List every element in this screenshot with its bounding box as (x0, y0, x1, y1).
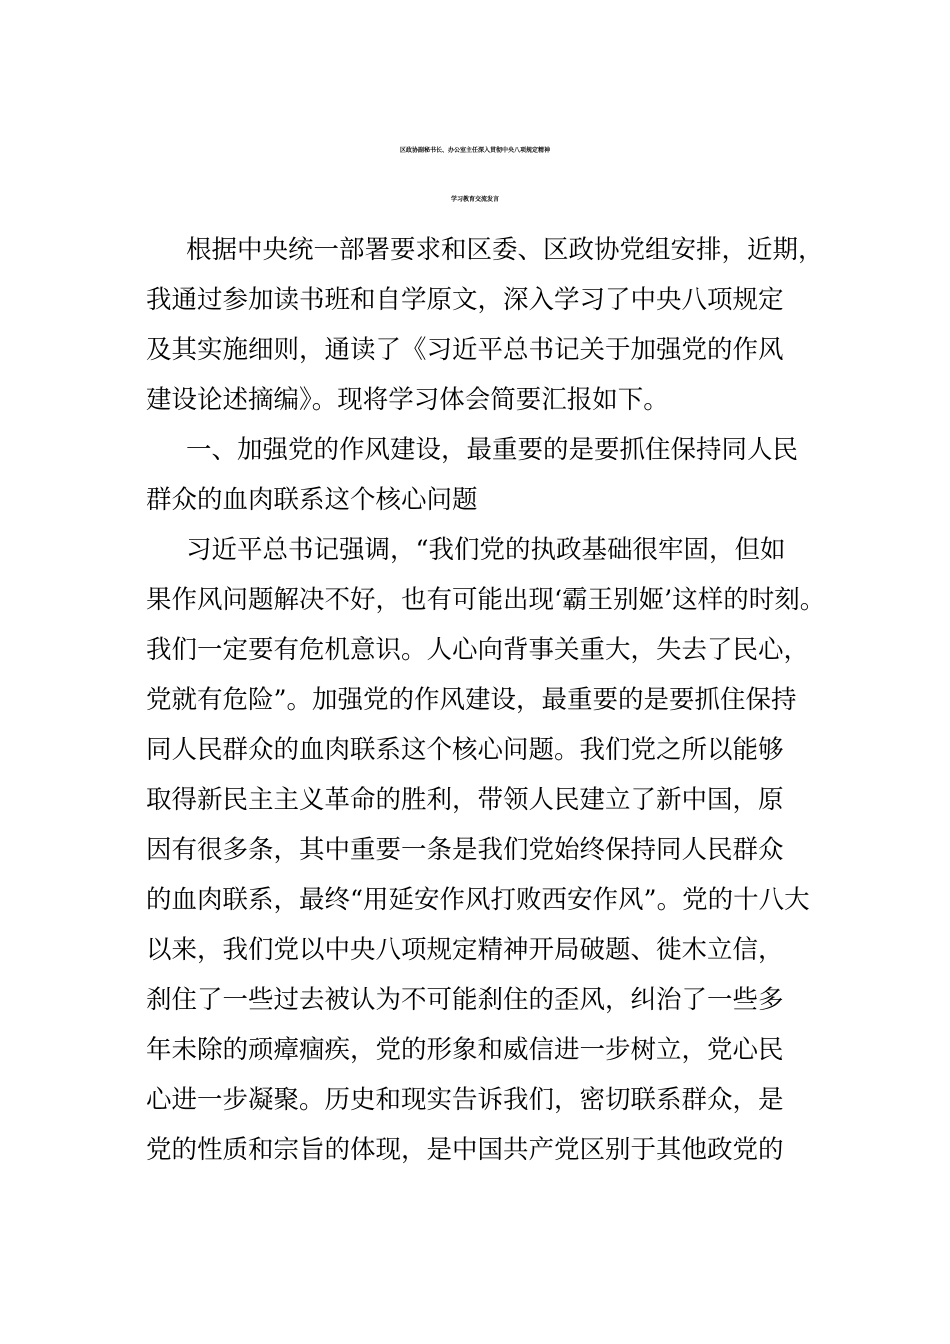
paragraph-line-3: 我们一定要有危机意识。人心向背事关重大，失去了民心， (146, 635, 810, 665)
paragraph-line-11: 年未除的顽瘴痼疾，党的形象和威信进一步树立，党心民 (146, 1035, 784, 1065)
paragraph-intro-line-4: 建设论述摘编》。现将学习体会简要汇报如下。 (146, 385, 669, 415)
paragraph-line-13: 党的性质和宗旨的体现，是中国共产党区别于其他政党的 (146, 1135, 784, 1165)
section-heading-line-1: 一、加强党的作风建设，最重要的是要抓住保持同人民 (186, 435, 799, 465)
paragraph-intro-line-1: 根据中央统一部署要求和区委、区政协党组安排，近期， (186, 235, 824, 265)
paragraph-intro-line-3: 及其实施细则，通读了《习近平总书记关于加强党的作风 (146, 335, 784, 365)
paragraph-line-9: 以来，我们党以中央八项规定精神开局破题、徙木立信， (146, 935, 784, 965)
document-title-line-1: 区政协副秘书长、办公室主任深入贯彻中央八项规定精神 (399, 147, 550, 154)
paragraph-line-7: 因有很多条，其中重要一条是我们党始终保持同人民群众 (146, 835, 784, 865)
paragraph-line-5: 同人民群众的血肉联系这个核心问题。我们党之所以能够 (146, 735, 784, 765)
section-heading-line-2: 群众的血肉联系这个核心问题 (146, 485, 478, 515)
paragraph-line-4: 党就有危险”。加强党的作风建设，最重要的是要抓住保持 (146, 685, 797, 715)
paragraph-line-2: 果作风问题解决不好，也有可能出现‘霸王别姬’这样的时刻。 (146, 585, 826, 615)
paragraph-line-12: 心进一步凝聚。历史和现实告诉我们，密切联系群众，是 (146, 1085, 784, 1115)
paragraph-line-6: 取得新民主主义革命的胜利，带领人民建立了新中国，原 (146, 785, 784, 815)
paragraph-line-10: 刹住了一些过去被认为不可能刹住的歪风，纠治了一些多 (146, 985, 784, 1015)
document-title-line-2: 学习教育交流发言 (450, 196, 499, 203)
paragraph-line-1: 习近平总书记强调，“我们党的执政基础很牢固，但如 (186, 535, 786, 565)
paragraph-intro-line-2: 我通过参加读书班和自学原文，深入学习了中央八项规定 (146, 285, 784, 315)
paragraph-line-8: 的血肉联系，最终“用延安作风打败西安作风”。党的十八大 (146, 885, 810, 915)
